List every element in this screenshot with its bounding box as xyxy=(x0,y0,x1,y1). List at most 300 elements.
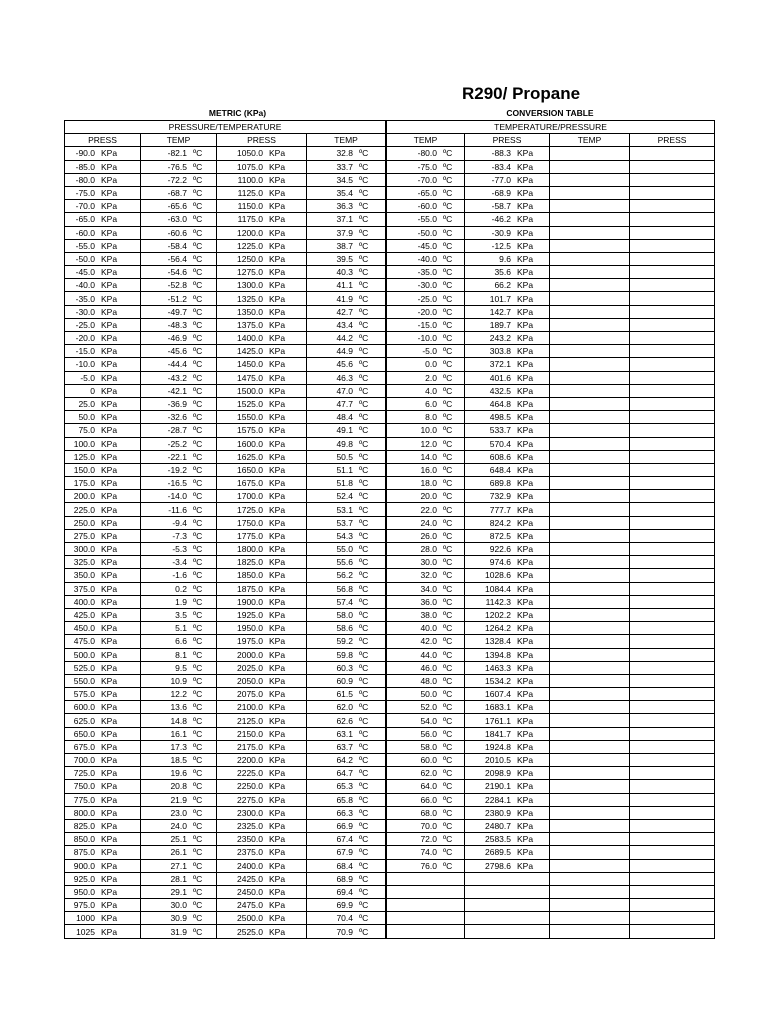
press-cell-value: 1775.0 xyxy=(237,530,263,541)
press-cell-value: 2175.0 xyxy=(237,741,263,752)
temp-cell-value: -55.0 xyxy=(417,214,437,225)
temp-cell-unit: ºC xyxy=(443,583,453,594)
press-cell-value: 1400.0 xyxy=(237,333,263,344)
press-cell xyxy=(465,239,550,252)
press-cell xyxy=(217,872,307,885)
temp-cell-value: -65.6 xyxy=(167,201,187,212)
press-cell-unit: KPa xyxy=(517,781,534,792)
temp-cell xyxy=(141,450,217,463)
press-cell xyxy=(217,252,307,265)
press-cell xyxy=(465,754,550,767)
temp-cell-unit: ºC xyxy=(193,201,203,212)
temp-cell xyxy=(141,173,217,186)
press-cell xyxy=(217,437,307,450)
temp-cell xyxy=(387,529,465,542)
press-cell xyxy=(465,147,550,160)
press-cell-value: 925.0 xyxy=(73,873,95,884)
temp-cell-unit: ºC xyxy=(193,610,203,621)
temp-cell xyxy=(387,305,465,318)
press-cell-value: 2050.0 xyxy=(237,675,263,686)
press-cell-unit: KPa xyxy=(269,478,286,489)
temp-cell-value: 28.0 xyxy=(420,544,437,555)
press-cell-value: 9.6 xyxy=(499,253,511,264)
empty-cell xyxy=(550,582,630,595)
temp-cell-value: 37.9 xyxy=(336,227,353,238)
press-cell xyxy=(65,819,141,832)
press-cell xyxy=(65,147,141,160)
press-cell-unit: KPa xyxy=(517,267,534,278)
temp-cell-value: 55.0 xyxy=(336,544,353,555)
empty-cell xyxy=(630,226,715,239)
empty-cell xyxy=(630,806,715,819)
column-header-press: PRESS xyxy=(65,134,141,147)
temp-cell-unit: ºC xyxy=(193,530,203,541)
press-cell-value: 1600.0 xyxy=(237,438,263,449)
table-row xyxy=(387,595,715,608)
press-cell xyxy=(217,213,307,226)
temp-cell-unit: ºC xyxy=(193,649,203,660)
temp-cell-value: 39.5 xyxy=(336,253,353,264)
press-cell-value: 1725.0 xyxy=(237,504,263,515)
temp-cell-value: 50.5 xyxy=(336,451,353,462)
press-cell-unit: KPa xyxy=(517,425,534,436)
temp-cell-value: 65.8 xyxy=(336,794,353,805)
temp-cell xyxy=(141,899,217,912)
temp-cell xyxy=(387,819,465,832)
press-cell-value: 1264.2 xyxy=(485,623,511,634)
press-cell xyxy=(65,608,141,621)
table-row xyxy=(65,292,386,305)
press-cell-value: 1275.0 xyxy=(237,267,263,278)
press-cell-unit: KPa xyxy=(101,333,118,344)
press-cell-value: 1650.0 xyxy=(237,464,263,475)
press-cell xyxy=(465,714,550,727)
temp-cell-unit: ºC xyxy=(443,319,453,330)
table-row xyxy=(65,397,386,410)
press-cell-value: 1200.0 xyxy=(237,227,263,238)
press-cell-unit: KPa xyxy=(269,438,286,449)
press-cell xyxy=(465,358,550,371)
table-row xyxy=(387,688,715,701)
temp-cell-value: -58.4 xyxy=(167,240,187,251)
table-row xyxy=(387,226,715,239)
temp-cell-unit: ºC xyxy=(193,346,203,357)
press-cell-unit: KPa xyxy=(269,201,286,212)
press-cell-unit: KPa xyxy=(517,504,534,515)
press-cell xyxy=(217,899,307,912)
empty-cell xyxy=(630,595,715,608)
table-row xyxy=(65,490,386,503)
temp-cell-value: -56.4 xyxy=(167,253,187,264)
press-cell-unit: KPa xyxy=(101,280,118,291)
temp-cell-unit: ºC xyxy=(443,227,453,238)
temp-cell-value: -35.0 xyxy=(417,267,437,278)
press-cell-unit: KPa xyxy=(269,530,286,541)
press-cell xyxy=(65,701,141,714)
press-cell-unit: KPa xyxy=(269,886,286,897)
press-cell-value: 1425.0 xyxy=(237,346,263,357)
temp-cell-value: 14.8 xyxy=(170,715,187,726)
press-cell-value: 570.4 xyxy=(489,438,511,449)
empty-cell xyxy=(630,279,715,292)
table-row xyxy=(65,239,386,252)
empty-cell xyxy=(630,582,715,595)
table-row xyxy=(387,740,715,753)
press-cell xyxy=(465,397,550,410)
empty-cell xyxy=(630,305,715,318)
temp-cell-unit: ºC xyxy=(359,623,369,634)
press-cell-unit: KPa xyxy=(269,174,286,185)
press-cell-value: 1350.0 xyxy=(237,306,263,317)
temp-cell-value: 48.4 xyxy=(336,412,353,423)
temp-cell-unit: ºC xyxy=(359,728,369,739)
press-cell xyxy=(65,450,141,463)
temp-cell-unit: ºC xyxy=(443,517,453,528)
table-row xyxy=(387,635,715,648)
temp-cell xyxy=(387,793,465,806)
table-row xyxy=(65,925,386,938)
press-cell-value: 872.5 xyxy=(489,530,511,541)
press-cell-unit: KPa xyxy=(517,610,534,621)
press-cell xyxy=(65,688,141,701)
press-cell-value: 1900.0 xyxy=(237,596,263,607)
empty-cell xyxy=(550,529,630,542)
press-cell-unit: KPa xyxy=(101,174,118,185)
temp-cell-unit: ºC xyxy=(193,385,203,396)
press-cell-value: -65.0 xyxy=(75,214,95,225)
empty-cell xyxy=(630,569,715,582)
empty-cell xyxy=(630,358,715,371)
table-row xyxy=(65,727,386,740)
empty-cell xyxy=(630,543,715,556)
press-cell xyxy=(217,292,307,305)
temp-cell-value: 40.0 xyxy=(420,623,437,634)
empty-cell xyxy=(387,872,465,885)
empty-cell xyxy=(550,885,630,898)
press-cell-unit: KPa xyxy=(517,306,534,317)
empty-cell xyxy=(630,885,715,898)
temp-cell-value: 51.8 xyxy=(336,478,353,489)
temp-cell xyxy=(387,740,465,753)
temp-cell-unit: ºC xyxy=(359,636,369,647)
press-cell xyxy=(465,582,550,595)
temp-cell-unit: ºC xyxy=(359,412,369,423)
press-cell-value: 650.0 xyxy=(73,728,95,739)
temp-cell-unit: ºC xyxy=(193,821,203,832)
press-cell-value: 2480.7 xyxy=(485,821,511,832)
empty-cell xyxy=(630,292,715,305)
press-cell-unit: KPa xyxy=(101,148,118,159)
temp-cell-unit: ºC xyxy=(443,662,453,673)
table-row xyxy=(65,622,386,635)
temp-cell-unit: ºC xyxy=(193,359,203,370)
press-cell xyxy=(465,186,550,199)
press-cell-value: 2798.6 xyxy=(485,860,511,871)
temp-cell-value: 18.0 xyxy=(420,478,437,489)
table-row xyxy=(387,252,715,265)
temp-cell xyxy=(307,622,386,635)
temp-cell xyxy=(141,318,217,331)
press-cell-unit: KPa xyxy=(101,425,118,436)
table-row xyxy=(387,727,715,740)
temp-cell-value: 69.9 xyxy=(336,900,353,911)
press-cell-value: -58.7 xyxy=(491,201,511,212)
press-cell-unit: KPa xyxy=(269,847,286,858)
empty-cell xyxy=(550,266,630,279)
empty-cell xyxy=(465,912,550,925)
table-row xyxy=(387,529,715,542)
press-cell-value: 1300.0 xyxy=(237,280,263,291)
press-cell xyxy=(217,569,307,582)
table-row xyxy=(387,754,715,767)
temp-cell-unit: ºC xyxy=(359,702,369,713)
temp-cell-value: -70.0 xyxy=(417,174,437,185)
press-cell xyxy=(217,674,307,687)
temp-cell xyxy=(387,727,465,740)
temp-cell-unit: ºC xyxy=(359,544,369,555)
press-cell-unit: KPa xyxy=(517,728,534,739)
temp-cell xyxy=(307,674,386,687)
press-cell-value: 1463.3 xyxy=(485,662,511,673)
empty-cell xyxy=(465,872,550,885)
press-cell-unit: KPa xyxy=(269,662,286,673)
press-cell-value: 900.0 xyxy=(73,860,95,871)
table-row xyxy=(65,463,386,476)
press-cell xyxy=(465,767,550,780)
temp-cell-value: -14.0 xyxy=(167,491,187,502)
table-row xyxy=(65,186,386,199)
empty-cell xyxy=(550,608,630,621)
temp-cell xyxy=(307,213,386,226)
press-cell-unit: KPa xyxy=(101,715,118,726)
press-cell xyxy=(465,503,550,516)
press-cell-unit: KPa xyxy=(517,319,534,330)
empty-cell xyxy=(550,899,630,912)
temp-cell-value: 16.1 xyxy=(170,728,187,739)
temp-cell-unit: ºC xyxy=(193,425,203,436)
temp-cell-value: 59.8 xyxy=(336,649,353,660)
temp-cell-value: 63.1 xyxy=(336,728,353,739)
table-row xyxy=(387,345,715,358)
press-cell xyxy=(65,516,141,529)
press-cell-value: 66.2 xyxy=(494,280,511,291)
temp-cell-unit: ºC xyxy=(443,346,453,357)
press-cell xyxy=(65,661,141,674)
press-cell-value: 1841.7 xyxy=(485,728,511,739)
press-cell xyxy=(465,437,550,450)
press-cell xyxy=(465,226,550,239)
temp-cell-value: 70.0 xyxy=(420,821,437,832)
press-cell xyxy=(65,925,141,938)
temp-cell-unit: ºC xyxy=(193,913,203,924)
empty-cell xyxy=(630,556,715,569)
press-cell xyxy=(65,793,141,806)
temp-cell-unit: ºC xyxy=(359,689,369,700)
temp-cell xyxy=(307,846,386,859)
press-cell xyxy=(217,186,307,199)
temp-cell-value: 8.1 xyxy=(175,649,187,660)
temp-cell-value: 25.1 xyxy=(170,834,187,845)
press-cell-value: 0 xyxy=(90,385,95,396)
press-cell-value: 425.0 xyxy=(73,610,95,621)
press-cell xyxy=(217,173,307,186)
temp-cell xyxy=(387,635,465,648)
press-cell-value: -35.0 xyxy=(75,293,95,304)
press-cell xyxy=(465,345,550,358)
temp-cell xyxy=(141,767,217,780)
temp-cell xyxy=(141,358,217,371)
empty-cell xyxy=(387,899,465,912)
temp-cell-unit: ºC xyxy=(443,702,453,713)
temp-cell-unit: ºC xyxy=(193,741,203,752)
temp-cell-unit: ºC xyxy=(443,306,453,317)
temp-cell-unit: ºC xyxy=(443,491,453,502)
press-cell-value: 975.0 xyxy=(73,900,95,911)
press-cell-unit: KPa xyxy=(517,557,534,568)
temp-cell xyxy=(387,292,465,305)
empty-cell xyxy=(550,411,630,424)
press-cell-value: 2025.0 xyxy=(237,662,263,673)
temp-cell-unit: ºC xyxy=(359,280,369,291)
temp-cell-unit: ºC xyxy=(359,530,369,541)
press-cell-value: 2400.0 xyxy=(237,860,263,871)
table-row xyxy=(387,358,715,371)
press-cell-value: 725.0 xyxy=(73,768,95,779)
temp-cell-unit: ºC xyxy=(193,333,203,344)
press-cell xyxy=(65,806,141,819)
press-cell-unit: KPa xyxy=(517,689,534,700)
temp-cell-unit: ºC xyxy=(193,280,203,291)
press-cell-value: 1950.0 xyxy=(237,623,263,634)
group-header-row xyxy=(65,121,386,134)
temp-cell-value: 38.0 xyxy=(420,610,437,621)
temp-cell-unit: ºC xyxy=(443,794,453,805)
table-row xyxy=(65,318,386,331)
temp-cell xyxy=(307,397,386,410)
press-cell xyxy=(65,332,141,345)
press-cell xyxy=(465,332,550,345)
press-cell-unit: KPa xyxy=(101,689,118,700)
press-cell-value: 1625.0 xyxy=(237,451,263,462)
temp-cell-value: 22.0 xyxy=(420,504,437,515)
press-cell xyxy=(65,859,141,872)
empty-cell xyxy=(630,912,715,925)
press-cell-value: -77.0 xyxy=(491,174,511,185)
empty-cell xyxy=(630,463,715,476)
temp-cell xyxy=(387,674,465,687)
press-cell xyxy=(217,279,307,292)
press-cell xyxy=(217,833,307,846)
press-cell-value: 775.0 xyxy=(73,794,95,805)
press-cell-unit: KPa xyxy=(101,491,118,502)
temp-cell-unit: ºC xyxy=(443,649,453,660)
press-cell-unit: KPa xyxy=(517,214,534,225)
empty-cell xyxy=(630,424,715,437)
press-cell-unit: KPa xyxy=(101,702,118,713)
temp-cell-value: 26.1 xyxy=(170,847,187,858)
table-row xyxy=(65,569,386,582)
press-cell xyxy=(65,490,141,503)
temp-cell-value: 47.7 xyxy=(336,399,353,410)
temp-cell-unit: ºC xyxy=(193,768,203,779)
press-cell-value: 1050.0 xyxy=(237,148,263,159)
press-cell-value: 150.0 xyxy=(73,464,95,475)
temp-cell-value: -72.2 xyxy=(167,174,187,185)
press-cell xyxy=(65,582,141,595)
press-cell xyxy=(217,516,307,529)
press-cell xyxy=(217,912,307,925)
temp-cell xyxy=(307,292,386,305)
press-cell-value: -46.2 xyxy=(491,214,511,225)
press-cell-value: 2100.0 xyxy=(237,702,263,713)
press-cell-unit: KPa xyxy=(517,346,534,357)
temp-cell-value: 59.2 xyxy=(336,636,353,647)
press-cell-value: 200.0 xyxy=(73,491,95,502)
press-cell xyxy=(217,490,307,503)
temp-cell xyxy=(141,885,217,898)
temp-cell-value: 23.0 xyxy=(170,807,187,818)
pressure-temperature-table xyxy=(64,120,386,939)
press-cell-value: 375.0 xyxy=(73,583,95,594)
press-cell xyxy=(65,160,141,173)
press-cell-unit: KPa xyxy=(269,689,286,700)
press-cell-value: 189.7 xyxy=(489,319,511,330)
temp-cell xyxy=(307,793,386,806)
press-cell xyxy=(217,503,307,516)
temp-cell xyxy=(141,424,217,437)
temp-cell-value: 67.9 xyxy=(336,847,353,858)
table-row xyxy=(65,912,386,925)
press-cell-unit: KPa xyxy=(517,675,534,686)
temp-cell-value: 55.6 xyxy=(336,557,353,568)
temp-cell xyxy=(307,266,386,279)
temp-cell-value: 53.1 xyxy=(336,504,353,515)
press-cell-unit: KPa xyxy=(101,306,118,317)
table-row xyxy=(387,292,715,305)
press-cell-unit: KPa xyxy=(517,702,534,713)
empty-cell xyxy=(550,780,630,793)
press-cell-unit: KPa xyxy=(517,821,534,832)
press-cell-unit: KPa xyxy=(517,240,534,251)
press-cell-value: 974.6 xyxy=(489,557,511,568)
empty-cell xyxy=(550,740,630,753)
press-cell-unit: KPa xyxy=(517,464,534,475)
press-cell-value: 400.0 xyxy=(73,596,95,607)
temp-cell-value: -51.2 xyxy=(167,293,187,304)
empty-cell xyxy=(630,160,715,173)
temp-cell-unit: ºC xyxy=(359,425,369,436)
empty-cell xyxy=(630,318,715,331)
temp-cell-unit: ºC xyxy=(443,425,453,436)
press-cell-unit: KPa xyxy=(101,886,118,897)
temp-cell xyxy=(387,608,465,621)
table-row xyxy=(65,529,386,542)
temp-cell-unit: ºC xyxy=(359,755,369,766)
temp-cell-value: -25.2 xyxy=(167,438,187,449)
table-row xyxy=(65,582,386,595)
temp-cell-unit: ºC xyxy=(193,834,203,845)
press-cell-unit: KPa xyxy=(517,662,534,673)
metric-label: METRIC (KPa) xyxy=(208,108,267,118)
press-cell-unit: KPa xyxy=(269,781,286,792)
empty-cell xyxy=(630,266,715,279)
temp-cell-value: 70.9 xyxy=(336,926,353,937)
press-cell-unit: KPa xyxy=(101,873,118,884)
temp-cell-unit: ºC xyxy=(443,623,453,634)
temp-cell-unit: ºC xyxy=(359,174,369,185)
temp-cell xyxy=(307,543,386,556)
press-cell-unit: KPa xyxy=(101,583,118,594)
